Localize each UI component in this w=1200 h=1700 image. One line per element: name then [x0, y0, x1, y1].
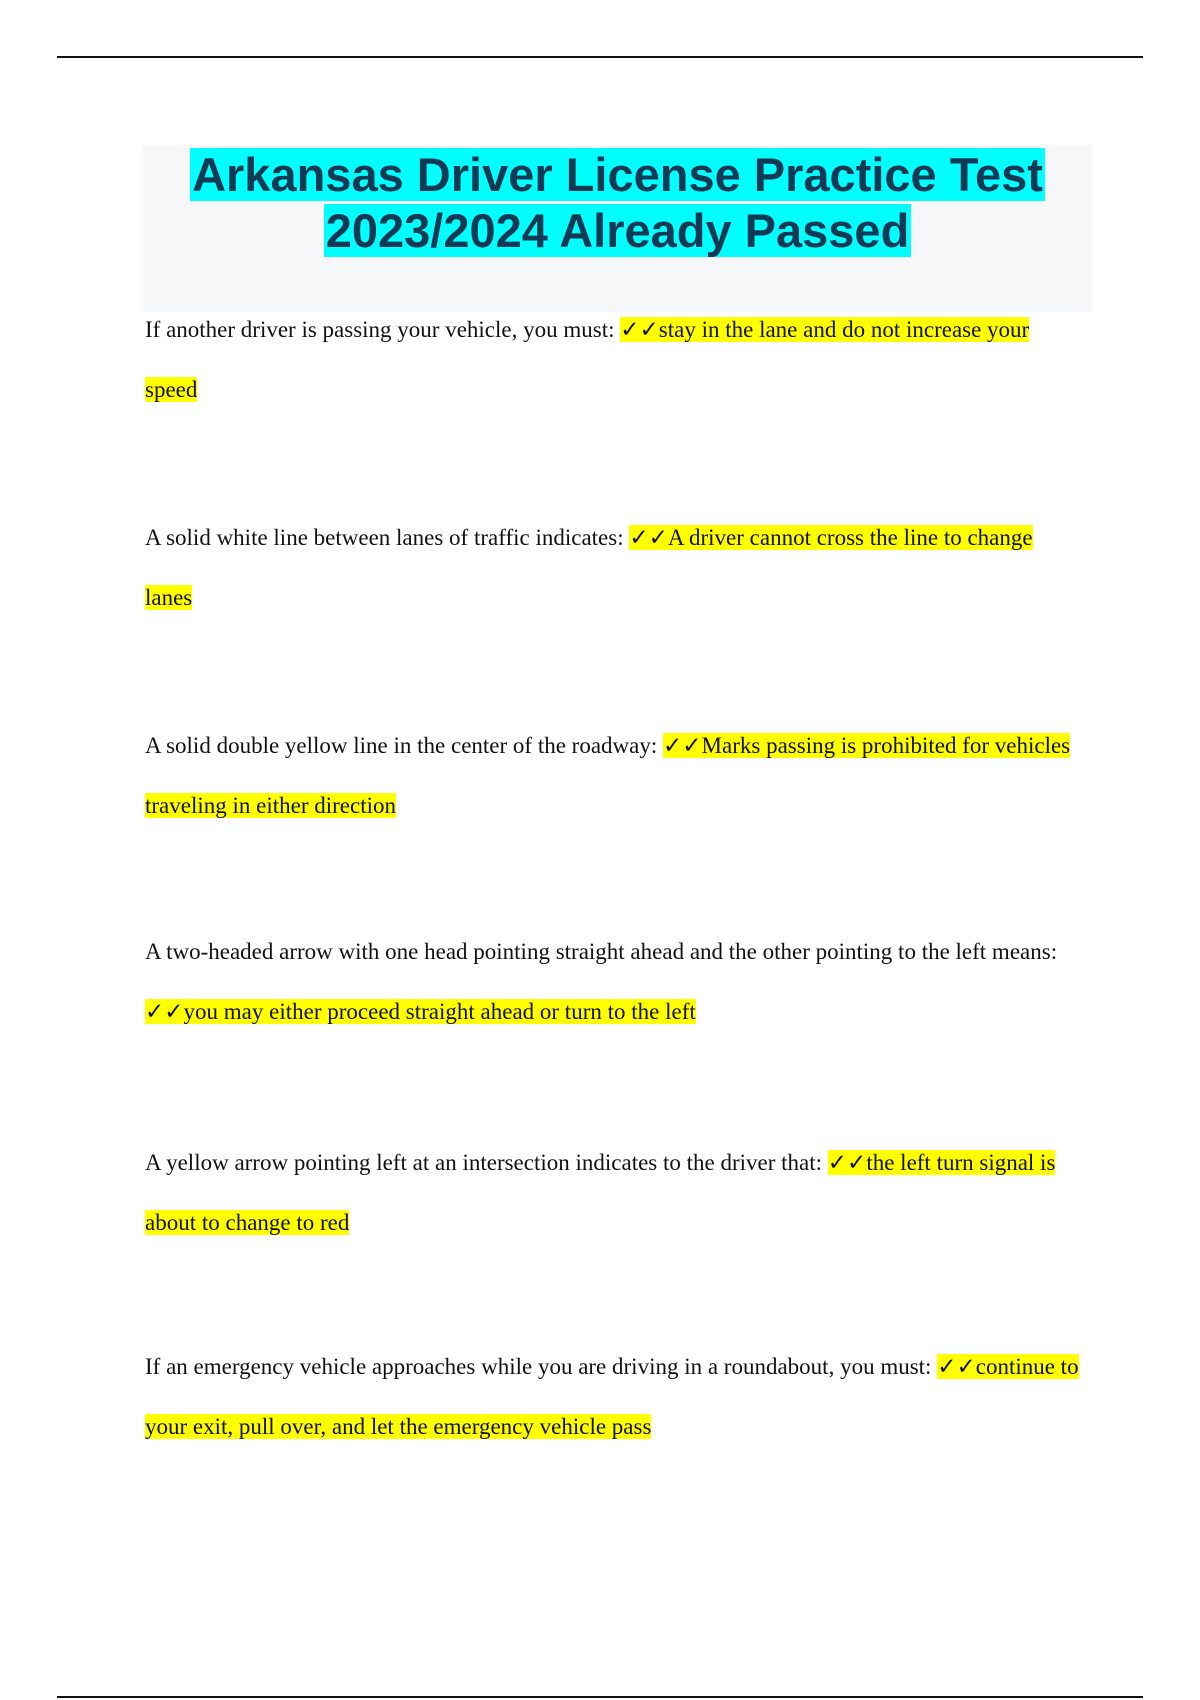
question-text: A yellow arrow pointing left at an intersection indicates to the driver that:	[145, 1150, 828, 1175]
question-text: A solid white line between lanes of traffic indicates:	[145, 525, 630, 550]
question-text: A solid double yellow line in the center of the roadway:	[145, 733, 664, 758]
qa-item-4	[145, 922, 1080, 1042]
question-text: A two-headed arrow with one head pointing straight ahead and the other pointing to the left means:	[145, 939, 1058, 964]
title-line-1: Arkansas Driver License Practice Test	[192, 148, 1043, 201]
qa-item-1	[145, 300, 1080, 420]
answer-text: ✓✓continue to your exit, pull over, and let the emergency vehicle pass	[145, 1354, 1079, 1439]
question-text: If an emergency vehicle approaches while you are driving in a roundabout, you must:	[145, 1354, 938, 1379]
qa-item-2	[145, 508, 1080, 628]
header-rule	[57, 56, 1143, 58]
answer-text: ✓✓you may either proceed straight ahead or turn to the left	[145, 999, 696, 1024]
answer-text: ✓✓A driver cannot cross the line to change lanes	[145, 525, 1033, 610]
qa-item-3	[145, 716, 1080, 836]
title-line-2: 2023/2024 Already Passed	[325, 204, 910, 257]
qa-item-5	[145, 1133, 1080, 1253]
title-block	[143, 145, 1092, 312]
answer-text: ✓✓stay in the lane and do not increase your speed	[145, 317, 1030, 402]
footer-rule	[57, 1696, 1143, 1698]
answer-text: ✓✓the left turn signal is about to change to red	[145, 1150, 1056, 1235]
qa-item-6	[145, 1337, 1080, 1457]
document-title	[143, 145, 1092, 259]
question-text: If another driver is passing your vehicle, you must:	[145, 317, 621, 342]
answer-text: ✓✓Marks passing is prohibited for vehicles traveling in either direction	[145, 733, 1071, 818]
